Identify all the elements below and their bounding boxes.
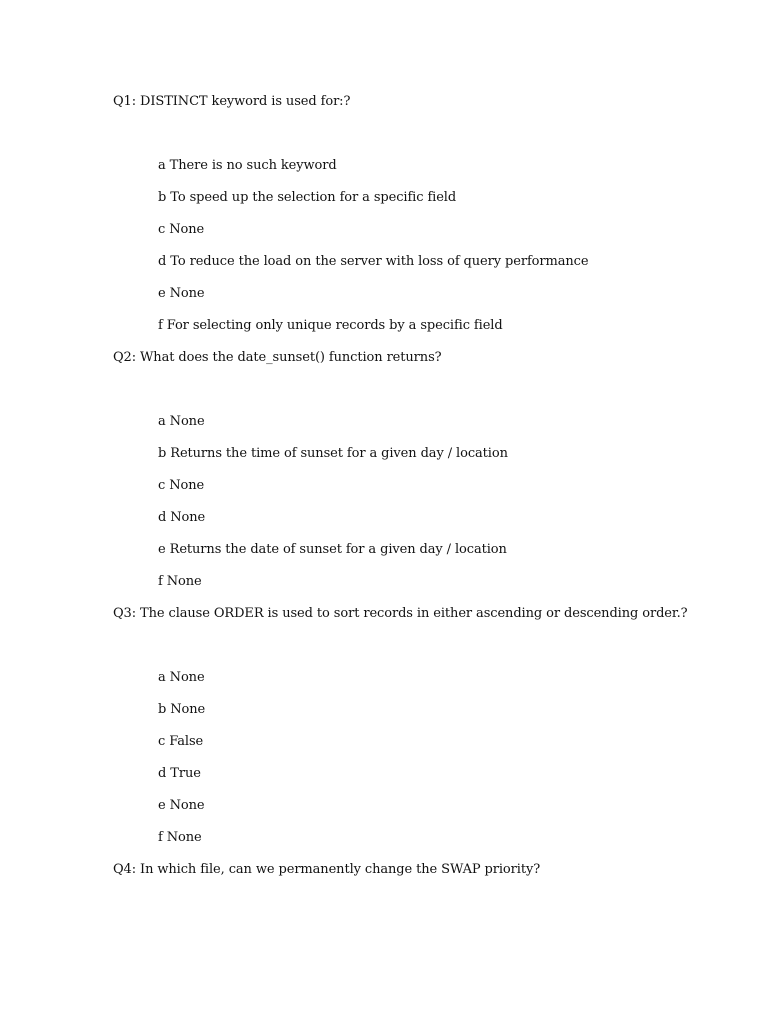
question-3-option-a: a None xyxy=(158,670,205,685)
question-3-option-f: f None xyxy=(158,830,202,845)
question-1: Q1: DISTINCT keyword is used for:? xyxy=(113,94,351,109)
question-1-option-f: f For selecting only unique records by a specific field xyxy=(158,318,503,333)
question-2-option-a: a None xyxy=(158,414,205,429)
question-2-option-e: e Returns the date of sunset for a given day / location xyxy=(158,542,507,557)
question-2-option-c: c None xyxy=(158,478,205,493)
question-2-option-f: f None xyxy=(158,574,202,589)
question-2-option-d: d None xyxy=(158,510,206,525)
question-1-option-c: c None xyxy=(158,222,205,237)
question-3: Q3: The clause ORDER is used to sort records in either ascending or descending order.? xyxy=(113,606,688,621)
question-1-option-b: b To speed up the selection for a specific field xyxy=(158,190,457,205)
question-1-option-d: d To reduce the load on the server with loss of query performance xyxy=(158,254,589,269)
question-2-option-b: b Returns the time of sunset for a given day / location xyxy=(158,446,508,461)
question-1-option-a: a There is no such keyword xyxy=(158,158,337,173)
question-3-option-e: e None xyxy=(158,798,205,813)
question-4: Q4: In which file, can we permanently change the SWAP priority? xyxy=(113,862,541,877)
question-1-option-e: e None xyxy=(158,286,205,301)
question-3-option-c: c False xyxy=(158,734,204,749)
question-3-option-d: d True xyxy=(158,766,201,781)
question-2: Q2: What does the date_sunset() function returns? xyxy=(113,350,442,365)
question-3-option-b: b None xyxy=(158,702,206,717)
